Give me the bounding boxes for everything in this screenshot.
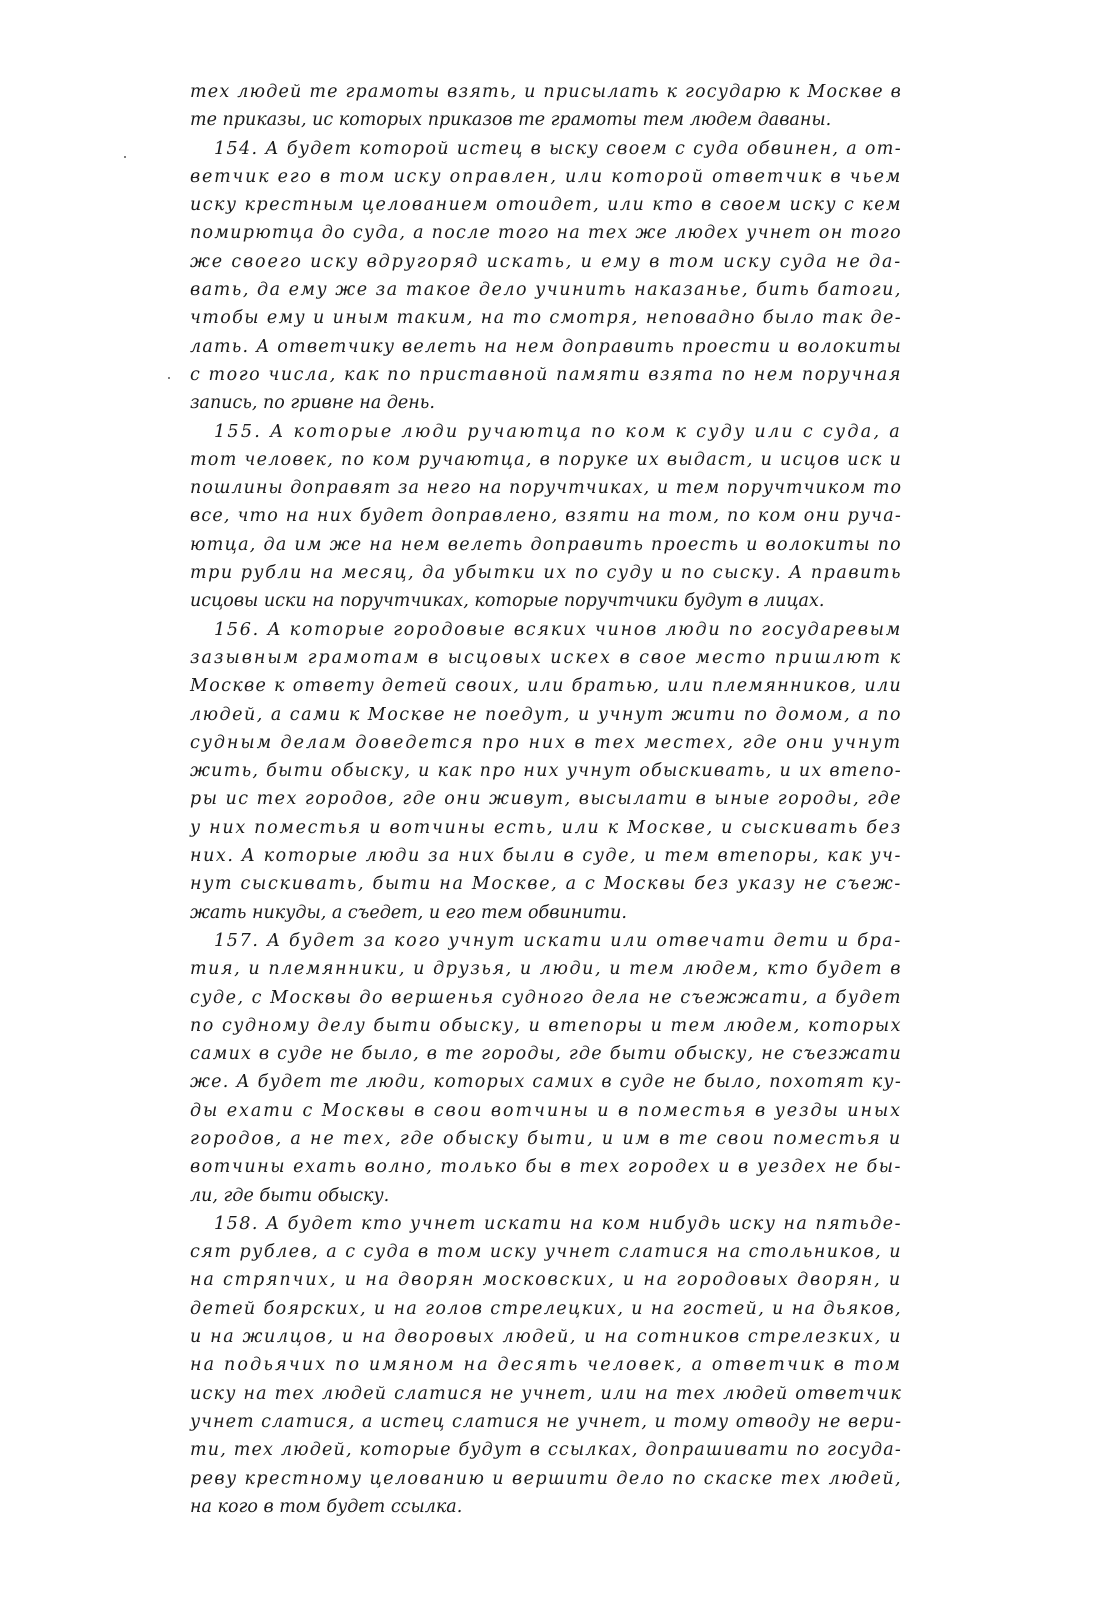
article-first-line: 155. А которые люди ручаютца по ком к суду или с суда, а xyxy=(214,421,902,442)
text-line: лать. А ответчику велеть на нем доправить проести и волокиты xyxy=(190,336,902,357)
article-first-line: 156. А которые городовые всяких чинов люди по государевым xyxy=(214,619,902,640)
text-line: учнет слатися, а истец слатися не учнет, и тому отводу не вери- xyxy=(190,1411,902,1432)
text-line: ры ис тех городов, где они живут, высылати в ыные городы, где xyxy=(190,789,902,810)
text-line: реву крестному целованию и вершити дело по скаске тех людей, xyxy=(190,1468,902,1489)
text-line: три рубли на месяц, да убытки их по суду и по сыску. А править xyxy=(190,563,902,584)
text-line: те приказы, ис которых приказов те грамоты тем людем даваны. xyxy=(190,110,832,131)
scan-speck xyxy=(124,156,126,158)
text-line: же своего иску вдругоряд искать, и ему в том иску суда не да- xyxy=(190,251,902,272)
text-line: городов, а не тех, где обыску быти, и им в те свои поместья и xyxy=(190,1128,902,1149)
text-line: ды ехати с Москвы в свои вотчины и в поместья в уезды иных xyxy=(190,1100,902,1121)
text-line: ютца, да им же на нем велеть доправить проесть и волокиты по xyxy=(190,534,902,555)
text-line: пошлины доправят за него на поручтчиках, и тем поручтчиком то xyxy=(190,478,902,499)
text-line: жить, быти обыску, и как про них учнут обыскивать, и их втепо- xyxy=(190,761,902,782)
text-line: помирютца до суда, а после того на тех же людех учнет он того xyxy=(190,223,902,244)
text-line: ти, тех людей, которые будут в ссылках, допрашивати по госуда- xyxy=(190,1440,902,1461)
text-line: Москве к ответу детей своих, или братью, или племянников, или xyxy=(190,676,902,697)
article-first-line: 154. А будет которой истец в ыску своем с суда обвинен, а от- xyxy=(214,138,902,159)
text-line: ли, где быти обыску. xyxy=(190,1185,390,1206)
text-line: ветчик его в том иску оправлен, или которой ответчик в чьем xyxy=(190,166,902,187)
article-first-line: 158. А будет кто учнет искати на ком нибудь иску на пятьде- xyxy=(214,1213,902,1234)
text-line: вотчины ехать волно, только бы в тех городех и в уездех не бы- xyxy=(190,1157,902,1178)
text-line: же. А будет те люди, которых самих в суде не было, похотят ку- xyxy=(190,1072,902,1093)
text-line: тот человек, по ком ручаютца, в поруке их выдаст, и исцов иск и xyxy=(190,449,902,470)
text-line: запись, по гривне на день. xyxy=(190,393,435,414)
text-line: вать, да ему же за такое дело учинить наказанье, бить батоги, xyxy=(190,280,902,301)
text-line: у них поместья и вотчины есть, или к Москве, и сыскивать без xyxy=(190,817,902,838)
text-line: самих в суде не было, в те городы, где быти обыску, не съезжати xyxy=(190,1044,902,1065)
text-line: судным делам доведется про них в тех местех, где они учнут xyxy=(190,732,902,753)
text-line: людей, а сами к Москве не поедут, и учнут жити по домом, а по xyxy=(190,704,902,725)
text-line: с того числа, как по приставной памяти взята по нем поручная xyxy=(190,364,902,385)
text-line: нут сыскивать, быти на Москве, а с Москвы без указу не съеж- xyxy=(190,874,902,895)
text-line: на стряпчих, и на дворян московских, и на городовых дворян, и xyxy=(190,1270,902,1291)
text-line: на подьячих по имяном на десять человек, а ответчик в том xyxy=(190,1355,902,1376)
text-line: исцовы иски на поручтчиках, которые поручтчики будут в лицах. xyxy=(190,591,825,612)
text-line: тех людей те грамоты взять, и присылать к государю к Москве в xyxy=(190,82,902,102)
text-line: и на жилцов, и на дворовых людей, и на сотников стрелезких, и xyxy=(190,1327,902,1348)
text-line: суде, с Москвы до вершенья судного дела не съежжати, а будет xyxy=(190,987,902,1008)
text-line: жать никуды, а съедет, и его тем обвинити. xyxy=(190,902,627,923)
text-line: все, что на них будет доправлено, взяти на том, по ком они руча- xyxy=(190,506,902,527)
text-line: на кого в том будет ссылка. xyxy=(190,1496,463,1517)
article-first-line: 157. А будет за кого учнут искати или отвечати дети и бра- xyxy=(214,930,902,951)
scan-speck xyxy=(168,377,170,379)
text-line: иску крестным целованием отоидет, или кто в своем иску с кем xyxy=(190,195,902,216)
text-line: детей боярских, и на голов стрелецких, и на гостей, и на дьяков, xyxy=(190,1298,902,1319)
text-line: зазывным грамотам в ысцовых искех в свое место пришлют к xyxy=(190,647,902,668)
text-line: чтобы ему и иным таким, на то смотря, неповадно было так де- xyxy=(190,308,902,329)
body-text xyxy=(190,78,902,1521)
text-line: по судному делу быти обыску, и втепоры и тем людем, которых xyxy=(190,1015,902,1036)
text-line: тия, и племянники, и друзья, и люди, и тем людем, кто будет в xyxy=(190,959,902,980)
text-line: иску на тех людей слатися не учнет, или на тех людей ответчик xyxy=(190,1383,902,1404)
text-line: них. А которые люди за них были в суде, и тем втепоры, как уч- xyxy=(190,846,902,867)
text-line: сят рублев, а с суда в том иску учнет слатися на стольников, и xyxy=(190,1242,902,1263)
